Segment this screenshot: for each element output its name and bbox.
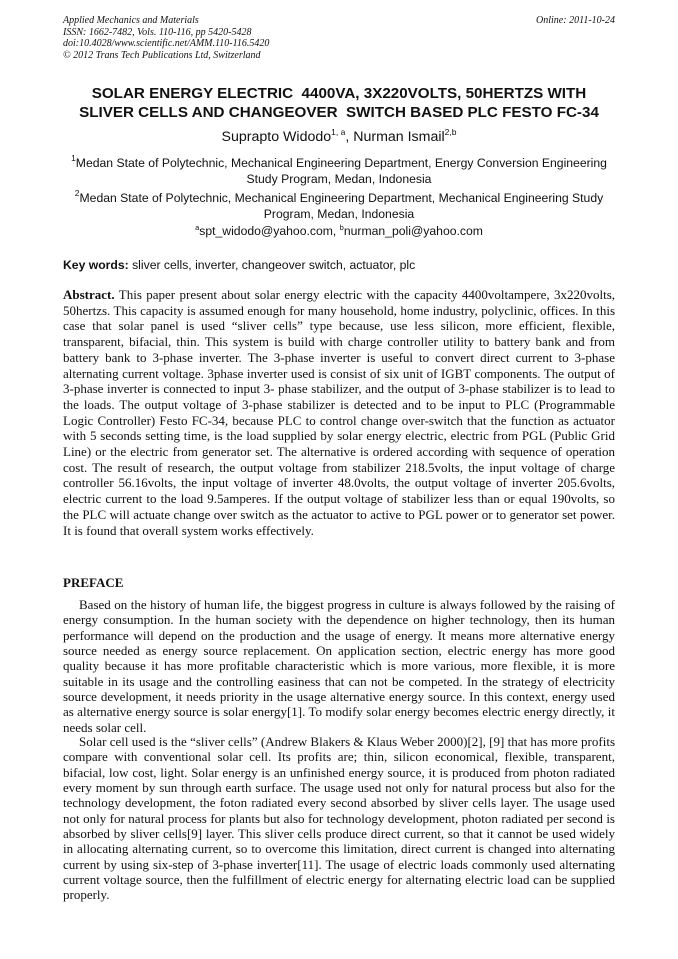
email-a[interactable]: spt_widodo@yahoo.com,	[199, 224, 340, 238]
author-1-name: Suprapto Widodo	[221, 129, 332, 145]
author-separator: ,	[345, 129, 354, 145]
paper-title	[55, 84, 623, 122]
affiliation-1-text: Medan State of Polytechnic, Mechanical Engineering Department, Energy Conversion Engineering Study Program, Medan, Indonesia	[75, 156, 607, 186]
title-line-1: SOLAR ENERGY ELECTRIC 4400VA, 3X220VOLTS, 50HERTZS WITH	[91, 85, 587, 102]
author-list	[55, 123, 623, 146]
abstract-label: Abstract.	[63, 287, 115, 302]
copyright-line: © 2012 Trans Tech Publications Ltd, Switzerland	[63, 49, 261, 61]
header-left	[63, 15, 615, 61]
email-b[interactable]: nurman_poli@yahoo.com	[343, 224, 483, 238]
abstract-text: This paper present about solar energy electric with the capacity 4400voltampere, 3x220volts, 50hertzs. This capacity is assumed enough for many household, home industry, polyclinic, offices. In this case that solar panel is used “sliver cells” type because, use less silicon, more efficient, flexible, transparent, bifacial, thin. This system is build with charge controller utility to battery bank and from battery bank to 3-phase inverter. The 3-phase inverter is useful to convert direct current to 3-phase alternating current voltage. 3phase inverter used is consist of six unit of IGBT components. The output of 3-phase inverter is connected to input 3- phase stabilizer, and the output of 3-phase stabilizer is to lead to the loads. The output voltage of 3-phase stabilizer is detected and to be input to PLC (Programmable Logic Controller) Festo FC-34, because PLC to control change over-switch that the function as actuator with 5 seconds setting time, is the load supplied by solar energy electric, electric from PGL (Public Grid Line) or the electric from generator set. The alternative is ordered according with sequence of operation cost. The result of research, the output voltage from stabilizer 218.5volts, the input voltage of charge controller 56.16volts, the input voltage of inverter 48.0volts, the output voltage of inverter 205.6volts, electric current to the load 9.5amperes. If the output voltage of stabilizer less than or equal 190volts, so the PLC will actuate change over switch as the actuator to active to PGL power or to generator set power. It is found that overall system works effectively.	[63, 287, 615, 538]
affiliation-2-marker: 2	[74, 188, 80, 198]
preface-paragraph-1: Based on the history of human life, the biggest progress in culture is always followed by the raising of energy consumption. In the human society with the dependence on higher technology, then its human performance will depend on the production and the usage of energy. It means more alternative energy source needed as energy source replacement. On application section, electric energy has more good quality because it has more profitable characteristic which is more various, more flexible, it is more suitable in its usage and the controlling easiness that can not be competed. In the strategy of electricity source development, it needs priority in the usage alternative energy source. In this context, energy used as alternative energy source is solar energy[1]. To modify solar energy becomes electric energy directly, it needs solar cell.	[63, 597, 615, 735]
issn-line: ISSN: 1662-7482, Vols. 110-116, pp 5420-5428	[63, 26, 252, 38]
title-line-2: SLIVER CELLS AND CHANGEOVER SWITCH BASED PLC FESTO FC-34	[79, 104, 599, 121]
affiliation-1-marker: 1	[71, 153, 76, 163]
keywords-text: sliver cells, inverter, changeover switch, actuator, plc	[128, 258, 416, 272]
journal-name: Applied Mechanics and Materials	[63, 15, 199, 26]
author-emails	[60, 220, 618, 239]
affiliation-2-text: Medan State of Polytechnic, Mechanical Engineering Department, Mechanical Engineering Study Program, Medan, Indonesia	[79, 191, 604, 221]
keywords	[63, 258, 615, 273]
journal-header	[63, 15, 615, 61]
abstract	[63, 287, 615, 538]
section-heading-preface: PREFACE	[63, 575, 124, 590]
affiliation-2	[60, 185, 618, 222]
preface-paragraph-2: Solar cell used is the “sliver cells” (Andrew Blakers & Klaus Weber 2000)[2], [9] that has more profits compare with conventional solar cell. Its profits are; thin, silicon economical, flexible, transparent, bifacial, low cost, light. Solar energy is an unfinished energy source, it is produced from photon radiated every moment by sun through earth surface. The usage used not only for natural process but also for the technology development, the foton radiated every second absorbed by sliver cells layer. The usage used not only for natural process for plants but also for technology development, photon radiated per second is absorbed by sliver cells[9] layer. This sliver cells produce direct current, so that it cannot be used widely in allocating alternating current, so to overcome this limitation, direct current is changed into alternating current by using six-step of 3-phase inverter[11]. The usage of electric loads commonly used alternating current voltage source, then the fulfillment of electric energy for alternating electric load can be supplied properly.	[63, 734, 615, 903]
email-b-marker: b	[339, 223, 344, 232]
affiliation-1	[60, 150, 618, 187]
author-2-name: Nurman Ismail	[353, 129, 445, 145]
author-2-affiliation-marker: 2,b	[444, 127, 457, 137]
email-a-marker: a	[195, 223, 200, 232]
keywords-label: Key words:	[63, 258, 129, 272]
author-1-affiliation-marker: 1, a	[331, 127, 346, 137]
online-date: Online: 2011-10-24	[536, 15, 615, 26]
doi-line: doi:10.4028/www.scientific.net/AMM.110-116.5420	[63, 38, 270, 49]
